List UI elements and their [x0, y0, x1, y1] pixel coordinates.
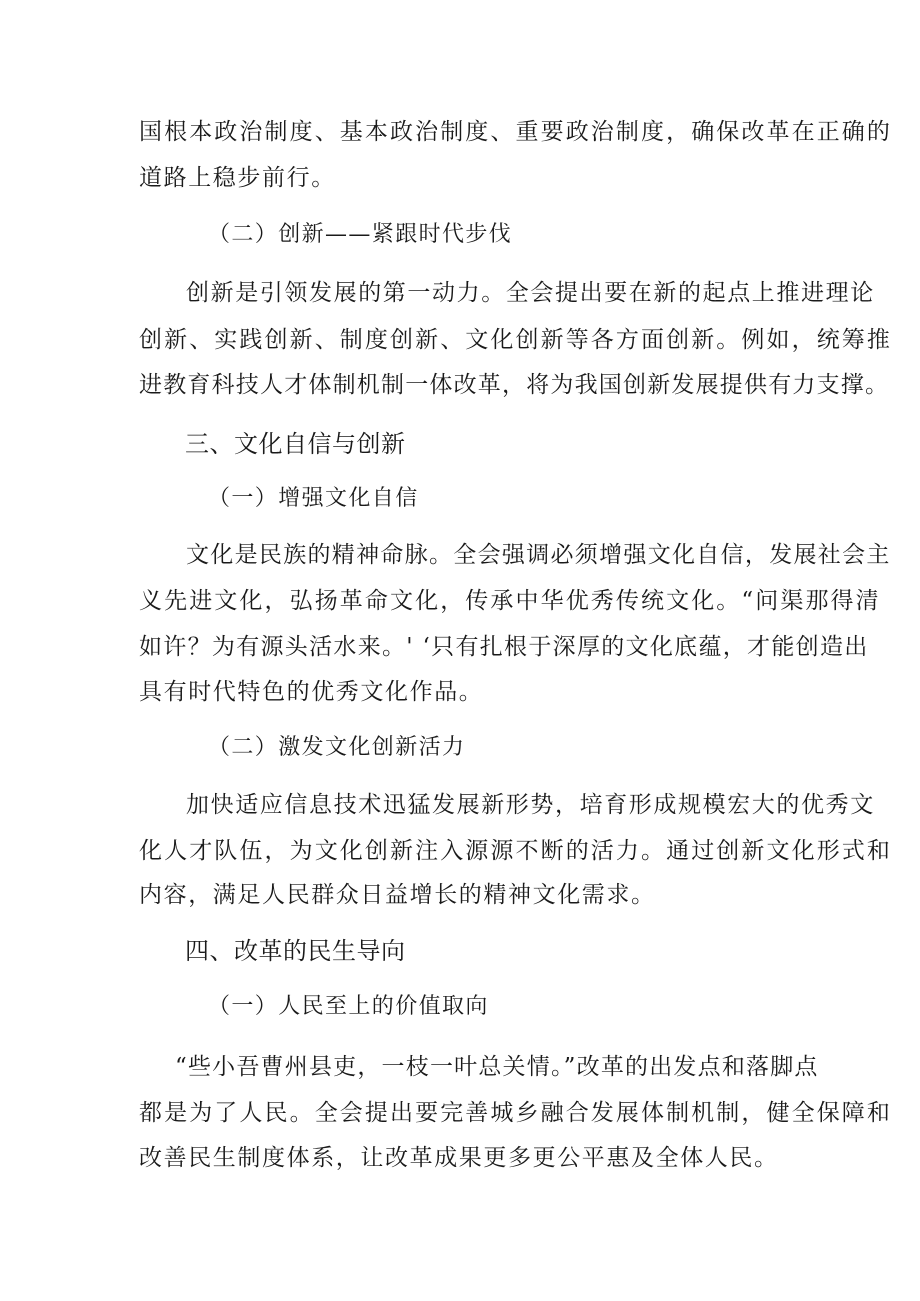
subheading-innovation: （二）创新——紧跟时代步伐 — [208, 222, 513, 247]
paragraph-line: 义先进文化，弘扬革命文化，传承中华优秀传统文化。“问渠那得清 — [139, 588, 881, 614]
paragraph-line: 国根本政治制度、基本政治制度、重要政治制度，确保改革在正确的 — [139, 119, 892, 145]
subheading-cultural-innovation: （二）激发文化创新活力 — [208, 735, 466, 760]
subheading-people-first: （一）人民至上的价值取向 — [208, 994, 489, 1019]
section-heading-4: 四、改革的民生导向 — [185, 937, 406, 965]
paragraph-line: 加快适应信息技术迅猛发展新形势，培育形成规模宏大的优秀文 — [186, 792, 875, 818]
paragraph-line: “些小吾曹州县吏，一枝一叶总关情。”改革的出发点和落脚点 — [175, 1054, 819, 1080]
section-heading-3: 三、文化自信与创新 — [185, 430, 406, 458]
paragraph-line: 文化是民族的精神命脉。全会强调必须增强文化自信，发展社会主 — [186, 542, 891, 568]
paragraph-line: 具有时代特色的优秀文化作品。 — [139, 679, 484, 705]
paragraph-line: 创新、实践创新、制度创新、文化创新等各方面创新。例如，统筹推 — [139, 327, 892, 353]
paragraph-line: 如许？为有源头活水来。' ‘只有扎根于深厚的文化底蕴，才能创造出 — [139, 634, 869, 660]
paragraph-line: 道路上稳步前行。 — [139, 165, 336, 191]
paragraph-line: 改善民生制度体系，让改革成果更多更公平惠及全体人民。 — [139, 1145, 779, 1171]
paragraph-line: 内容，满足人民群众日益增长的精神文化需求。 — [139, 882, 656, 908]
paragraph-line: 进教育科技人才体制机制一体改革，将为我国创新发展提供有力支撑。 — [139, 372, 890, 398]
subheading-cultural-confidence: （一）增强文化自信 — [208, 486, 419, 511]
paragraph-line: 创新是引领发展的第一动力。全会提出要在新的起点上推进理论 — [186, 280, 875, 306]
paragraph-line: 化人才队伍，为文化创新注入源源不断的活力。通过创新文化形式和 — [139, 838, 892, 864]
paragraph-line: 都是为了人民。全会提出要完善城乡融合发展体制机制，健全保障和 — [139, 1100, 892, 1126]
